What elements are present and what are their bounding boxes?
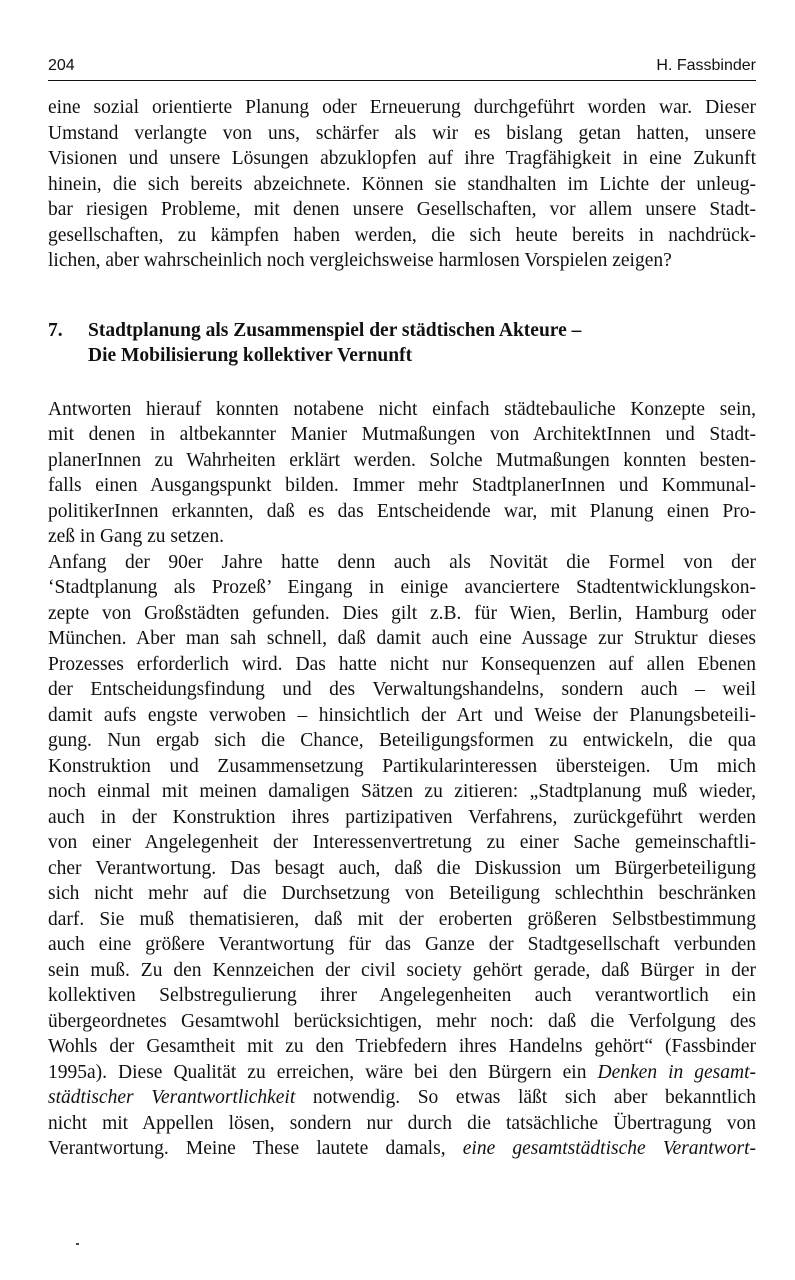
text-line: Umstand verlangte von uns, schärfer als wir es bislang getan hatten, unsere bbox=[48, 122, 756, 144]
text-line bbox=[48, 1136, 756, 1162]
body-text bbox=[48, 95, 756, 1162]
section-heading bbox=[48, 318, 756, 369]
italic-phrase: eine gesamtstädtische Verantwort- bbox=[462, 1138, 756, 1159]
section-number: 7. bbox=[48, 319, 63, 341]
text-line: eine sozial orientierte Planung oder Erneuerung durchgeführt worden war. Dieser bbox=[48, 97, 756, 118]
text-line: Wohls der Gesamtheit mit zu den Triebfedern ihres Handelns gehört“ (Fassbinder bbox=[48, 1036, 756, 1057]
text-line: mit denen in altbekannter Manier Mutmaßungen von ArchitektInnen und Stadt- bbox=[48, 424, 756, 445]
running-head-author: H. Fassbinder bbox=[656, 57, 756, 74]
text-line: zeß in Gang zu setzen. bbox=[48, 526, 224, 547]
text-line: planerInnen zu Wahrheiten erklärt werden. Solche Mutmaßungen konnten besten- bbox=[48, 449, 756, 471]
text-line: Antworten hierauf konnten notabene nicht einfach städtebauliche Konzepte sein, bbox=[48, 398, 756, 420]
text-line: cher Verantwortung. Das besagt auch, daß die Diskussion um Bürgerbeteiligung bbox=[48, 857, 756, 879]
text-line: Prozesses erforderlich wird. Das hatte nicht nur Konsequenzen auf allen Ebenen bbox=[48, 653, 756, 675]
text-line: auch eine größere Verantwortung für das Ganze der Stadtgesellschaft verbunden bbox=[48, 934, 756, 955]
text-line: damit aufs engste verwoben – hinsichtlich der Art und Weise der Planungsbeteili- bbox=[48, 704, 756, 726]
page bbox=[48, 56, 756, 1162]
section-title-line-2: Die Mobilisierung kollektiver Vernunft bbox=[88, 345, 413, 366]
text-line: auch in der Konstruktion ihres partizipativen Verfahrens, zurückgeführt werden bbox=[48, 806, 756, 828]
paragraph-1 bbox=[48, 95, 756, 274]
italic-phrase: städtischer Verantwortlichkeit bbox=[48, 1087, 296, 1108]
text-line: darf. Sie muß thematisieren, daß mit der eroberten größeren Selbstbestimmung bbox=[48, 908, 756, 930]
paragraph-3 bbox=[48, 550, 756, 1162]
text-line: bar riesigen Probleme, mit denen unsere Gesellschaften, vor allem unsere Stadt- bbox=[48, 199, 756, 220]
text-line: lichen, aber wahrscheinlich noch vergleichsweise harmlosen Vorspielen zeigen? bbox=[48, 250, 672, 271]
text-segment: 1995a). Diese Qualität zu erreichen, wäre bei den Bürgern ein bbox=[48, 1061, 587, 1083]
page-number: 204 bbox=[48, 57, 75, 74]
section-title-line-1: Stadtplanung als Zusammenspiel der städtischen Akteure – bbox=[88, 319, 582, 341]
text-line: der Entscheidungsfindung und des Verwaltungshandelns, sondern auch – weil bbox=[48, 679, 756, 700]
text-line: sein muß. Zu den Kennzeichen der civil society gehört gerade, daß Bürger in der bbox=[48, 959, 756, 981]
text-line: von einer Angelegenheit der Interessenvertretung zu einer Sache gemeinschaftli- bbox=[48, 832, 756, 853]
text-line: Konstruktion und Zusammensetzung Partikularinteressen übersteigen. Um mich bbox=[48, 755, 756, 777]
text-line: sich nicht mehr auf die Durchsetzung von Beteiligung schlechthin beschränken bbox=[48, 883, 756, 904]
running-head bbox=[48, 56, 756, 81]
italic-phrase: Denken in gesamt- bbox=[597, 1061, 756, 1083]
scan-speck bbox=[76, 1243, 79, 1245]
text-line: Visionen und unsere Lösungen abzuklopfen auf ihre Tragfähigkeit in eine Zukunft bbox=[48, 148, 756, 169]
text-line: Anfang der 90er Jahre hatte denn auch als Novität die Formel von der bbox=[48, 551, 756, 573]
text-line bbox=[48, 1085, 756, 1111]
text-segment: notwendig. So etwas läßt sich aber bekanntlich bbox=[295, 1087, 756, 1108]
text-line: gesellschaften, zu kämpfen haben werden, die sich heute bereits in nachdrück- bbox=[48, 224, 756, 246]
text-line bbox=[48, 1060, 756, 1086]
text-line: übergeordnetes Gesamtwohl berücksichtigen, mehr noch: daß die Verfolgung des bbox=[48, 1010, 756, 1032]
text-line: noch einmal mit meinen damaligen Sätzen zu zitieren: „Stadtplanung muß wieder, bbox=[48, 781, 756, 802]
text-line: ‘Stadtplanung als Prozeß’ Eingang in einige avanciertere Stadtentwicklungskon- bbox=[48, 577, 756, 598]
text-line: kollektiven Selbstregulierung ihrer Angelegenheiten auch verantwortlich ein bbox=[48, 985, 756, 1006]
text-line: politikerInnen erkannten, daß es das Entscheidende war, mit Planung einen Pro- bbox=[48, 500, 756, 522]
text-line: hinein, die sich bereits abzeichnete. Können sie standhalten im Lichte der unleug- bbox=[48, 173, 756, 195]
text-segment: Verantwortung. Meine These lautete damals, bbox=[48, 1138, 463, 1159]
text-line: München. Aber man sah schnell, daß damit auch eine Aussage zur Struktur dieses bbox=[48, 628, 756, 649]
text-line: zepte von Großstädten gefunden. Dies gilt z.B. für Wien, Berlin, Hamburg oder bbox=[48, 602, 756, 624]
text-line: nicht mit Appellen lösen, sondern nur durch die tatsächliche Übertragung von bbox=[48, 1112, 756, 1134]
text-line: gung. Nun ergab sich die Chance, Beteiligungsformen zu entwickeln, die qua bbox=[48, 730, 756, 751]
paragraph-2 bbox=[48, 397, 756, 550]
text-line: falls einen Ausgangspunkt bilden. Immer mehr StadtplanerInnen und Kommunal- bbox=[48, 475, 756, 496]
